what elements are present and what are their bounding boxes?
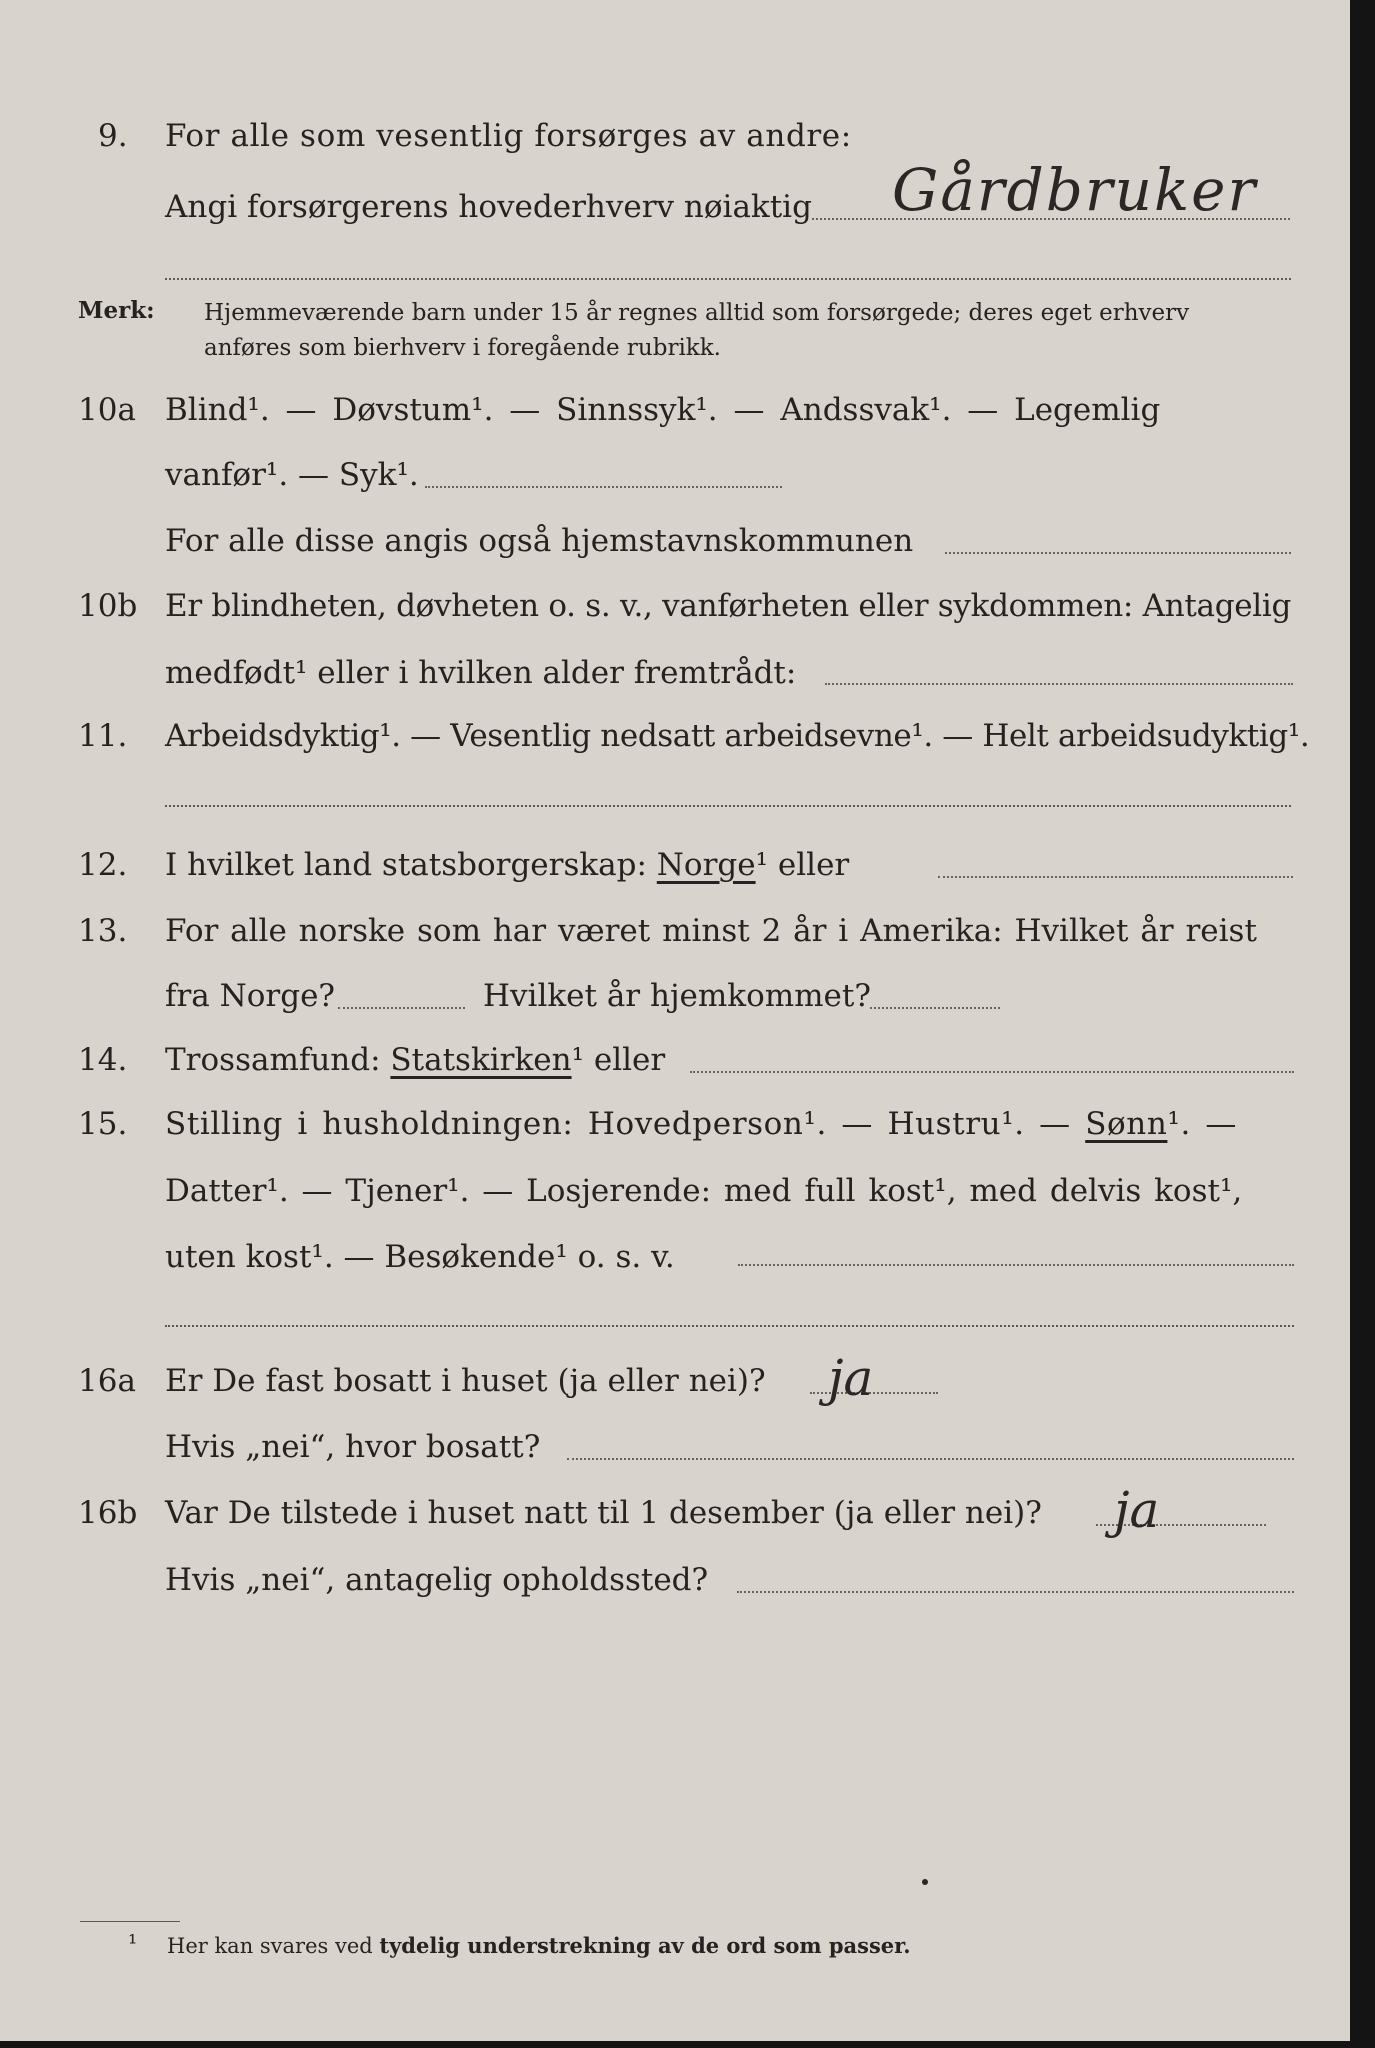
q16b-handwritten-answer: ja bbox=[1114, 1481, 1160, 1539]
q14-line bbox=[165, 1041, 665, 1079]
q11-number: 11. bbox=[78, 718, 128, 754]
q9-number: 9. bbox=[98, 118, 128, 154]
q13-line2b: Hvilket år hjemkommet? bbox=[483, 978, 871, 1014]
ink-speck bbox=[922, 1879, 928, 1885]
q16a-handwritten-answer: ja bbox=[828, 1349, 874, 1407]
q10b-line1: Er blindheten, døvheten o. s. v., vanførheten eller sykdommen: Antagelig bbox=[165, 588, 1292, 624]
q10a-line2-blank bbox=[425, 486, 782, 488]
q16b-number: 16b bbox=[78, 1495, 138, 1531]
q15-line2: Datter¹. — Tjener¹. — Losjerende: med full kost¹, med delvis kost¹, bbox=[165, 1173, 1243, 1209]
q10a-number: 10a bbox=[78, 392, 136, 428]
q13-line1: For alle norske som har været minst 2 år i Amerika: Hvilket år reist bbox=[165, 913, 1257, 949]
merk-line1: Hjemmeværende barn under 15 år regnes alltid som forsørgede; deres eget erhverv bbox=[204, 300, 1190, 326]
q13-line2a: fra Norge? bbox=[165, 978, 336, 1014]
q14-underlined-choice: Statskirken bbox=[390, 1042, 572, 1078]
q13-year-returned-blank bbox=[870, 1007, 1000, 1009]
q11-answer-line bbox=[165, 805, 1291, 807]
q12-blank bbox=[938, 876, 1293, 878]
q10a-line3: For alle disse angis også hjemstavnskommunen bbox=[165, 523, 914, 559]
q16a-number: 16a bbox=[78, 1363, 136, 1399]
q15-line1-prompt: Stilling i husholdningen: Hovedperson¹. — Hustru¹. — bbox=[165, 1106, 1071, 1142]
q10b-line2-blank bbox=[825, 683, 1293, 685]
q12-prompt: I hvilket land statsborgerskap: bbox=[165, 847, 647, 883]
footnote-text bbox=[167, 1931, 911, 1961]
q9-line1: For alle som vesentlig forsørges av andre: bbox=[165, 118, 852, 154]
q16b-line2-blank bbox=[737, 1591, 1294, 1593]
q15-answer-line bbox=[165, 1325, 1294, 1327]
divider-1 bbox=[165, 278, 1291, 280]
q14-suffix: ¹ eller bbox=[571, 1042, 666, 1078]
q16a-line1: Er De fast bosatt i huset (ja eller nei)? bbox=[165, 1363, 766, 1399]
q15-number: 15. bbox=[78, 1106, 128, 1142]
q14-number: 14. bbox=[78, 1042, 128, 1078]
q10b-number: 10b bbox=[78, 588, 138, 624]
q15-line3-blank bbox=[738, 1264, 1294, 1266]
q12-number: 12. bbox=[78, 847, 128, 883]
q12-suffix: ¹ eller bbox=[755, 847, 850, 883]
footnote-plain: Her kan svares ved bbox=[167, 1934, 373, 1958]
q16a-line2-blank bbox=[567, 1458, 1294, 1460]
footnote-marker: ¹ bbox=[128, 1931, 138, 1957]
q15-line3: uten kost¹. — Besøkende¹ o. s. v. bbox=[165, 1239, 675, 1275]
q9-line2: Angi forsørgerens hovederhverv nøiaktig bbox=[165, 189, 812, 225]
q10b-line2: medfødt¹ eller i hvilken alder fremtrådt: bbox=[165, 655, 797, 691]
q11-line1: Arbeidsdyktig¹. — Vesentlig nedsatt arbeidsevne¹. — Helt arbeidsudyktig¹. bbox=[165, 718, 1310, 754]
merk-label: Merk: bbox=[78, 297, 155, 324]
q13-year-left-blank bbox=[338, 1007, 465, 1009]
q10a-line3-blank bbox=[945, 552, 1291, 554]
q16b-line2: Hvis „nei“, antagelig opholdssted? bbox=[165, 1562, 709, 1598]
q12-line bbox=[165, 846, 849, 884]
q10a-line2: vanfør¹. — Syk¹. bbox=[165, 457, 419, 493]
q14-blank bbox=[690, 1071, 1294, 1073]
footnote-rule bbox=[80, 1921, 180, 1922]
q15-underlined-choice: Sønn bbox=[1085, 1106, 1168, 1142]
q15-line1-suffix: ¹. — bbox=[1167, 1106, 1237, 1142]
q9-handwritten-answer: Gårdbruker bbox=[892, 156, 1258, 224]
merk-line2: anføres som bierhverv i foregående rubrikk. bbox=[204, 335, 721, 361]
q15-line1 bbox=[165, 1105, 1237, 1143]
q14-prompt: Trossamfund: bbox=[165, 1042, 381, 1078]
q16b-line1: Var De tilstede i huset natt til 1 desember (ja eller nei)? bbox=[165, 1495, 1042, 1531]
q12-underlined-choice: Norge bbox=[656, 847, 756, 883]
q10a-line1: Blind¹. — Døvstum¹. — Sinnssyk¹. — Andssvak¹. — Legemlig bbox=[165, 392, 1161, 428]
q16a-line2: Hvis „nei“, hvor bosatt? bbox=[165, 1429, 541, 1465]
footnote-bold: tydelig understrekning av de ord som passer. bbox=[379, 1933, 911, 1958]
q13-number: 13. bbox=[78, 913, 128, 949]
